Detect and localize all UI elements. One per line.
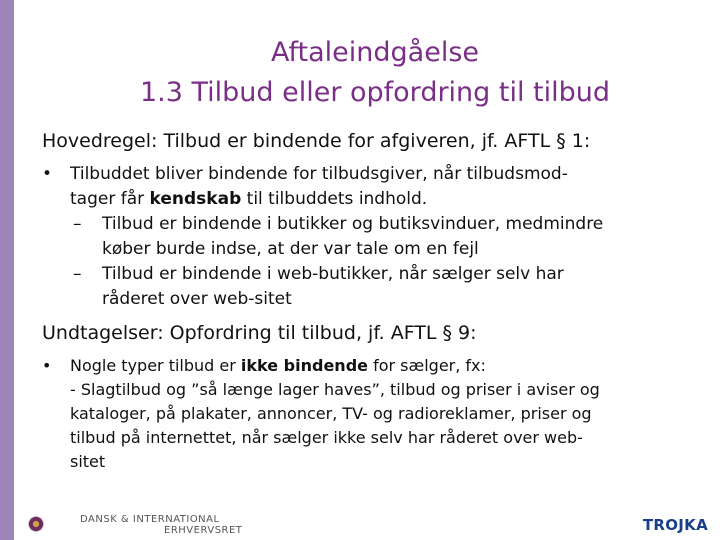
section-1-heading: Hovedregel: Tilbud er bindende for afgiveren, jf. AFTL § 1:: [42, 130, 591, 152]
slide-content: [42, 128, 692, 474]
bullet-line: [70, 354, 692, 378]
bold-text: kendskab: [149, 189, 242, 209]
sub-bullet-line: Tilbud er bindende i butikker og butiksvinduer, medmindre: [102, 214, 604, 234]
bullet-line: Tilbuddet bliver bindende for tilbudsgiver, når tilbudsmod-: [70, 164, 568, 184]
organization-name: [80, 514, 242, 536]
seal-logo-icon: [28, 516, 44, 532]
bullet-line: - Slagtilbud og ”så længe lager haves”, tilbud og priser i aviser og: [70, 380, 600, 399]
dash-icon: –: [73, 214, 82, 234]
section-2-bullet: [42, 354, 692, 474]
slide-footer: [0, 506, 720, 540]
org-line-1: DANSK & INTERNATIONAL: [80, 514, 220, 525]
slide-title: [30, 33, 720, 113]
bullet-icon: •: [42, 356, 52, 375]
org-line-2: ERHVERVSRET: [164, 525, 243, 536]
sub-bullet-line: Tilbud er bindende i web-butikker, når sælger selv har: [102, 264, 564, 284]
bullet-icon: •: [42, 164, 53, 184]
dash-icon: –: [73, 264, 82, 284]
section-1-sub-bullet-1: [42, 212, 692, 262]
bullet-line: sitet: [70, 452, 106, 471]
bullet-line: tilbud på internettet, når sælger ikke selv har råderet over web-: [70, 428, 583, 447]
bullet-line: [70, 187, 692, 212]
text-span: til tilbuddets indhold.: [241, 189, 428, 209]
text-span: for sælger, fx:: [368, 356, 486, 375]
section-1-bullet: [42, 162, 692, 212]
title-line-2: 1.3 Tilbud eller opfordring til tilbud: [139, 77, 611, 108]
sub-bullet-line: råderet over web-sitet: [102, 289, 292, 309]
bullet-line: kataloger, på plakater, annoncer, TV- og radioreklamer, priser og: [70, 404, 592, 423]
text-span: Nogle typer tilbud er: [70, 356, 241, 375]
bold-text: ikke bindende: [240, 356, 368, 375]
sub-bullet-line: køber burde indse, at der var tale om en fejl: [102, 239, 479, 259]
sidebar-accent-bar: [0, 0, 14, 540]
section-2-heading: Undtagelser: Opfordring til tilbud, jf. AFTL § 9:: [42, 322, 477, 344]
brand-logo: TROJKA: [642, 516, 708, 534]
text-span: tager får: [70, 189, 150, 209]
title-line-1: Aftaleindgåelse: [270, 37, 479, 68]
section-1-sub-bullet-2: [42, 262, 692, 312]
